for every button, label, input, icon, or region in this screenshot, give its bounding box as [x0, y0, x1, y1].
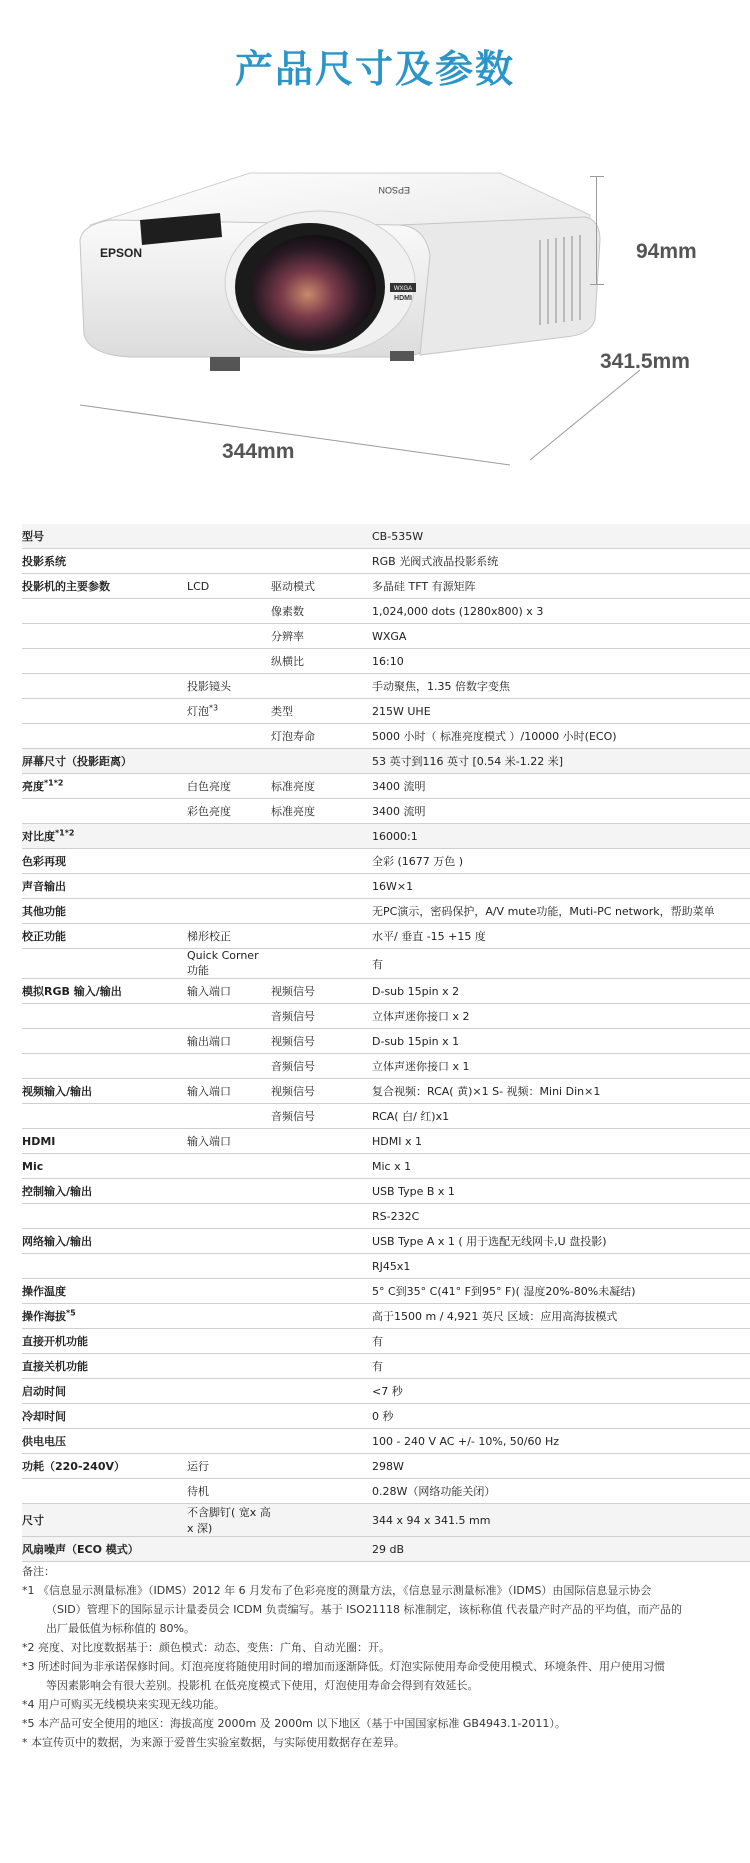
spec-value: Mic x 1 [372, 1154, 750, 1179]
spec-item: 视频信号 [271, 1029, 372, 1054]
spec-value: 0.28W（网络功能关闭） [372, 1479, 750, 1504]
note-4: *4 用户可购买无线模块来实现无线功能。 [22, 1698, 225, 1711]
spec-group [187, 1329, 271, 1354]
spec-value: RCA( 白/ 红)x1 [372, 1104, 750, 1129]
spec-group: 灯泡$^{*3}$ [187, 699, 271, 724]
spec-category: Mic [22, 1154, 187, 1179]
spec-category: 操作温度 [22, 1279, 187, 1304]
spec-group [187, 1104, 271, 1129]
spec-value: 16W×1 [372, 874, 750, 899]
spec-category: 尺寸 [22, 1504, 187, 1537]
spec-category: 对比度$^{*1*2}$ [22, 824, 187, 849]
spec-item [271, 899, 372, 924]
spec-category: 模拟RGB 输入/输出 [22, 979, 187, 1004]
spec-category [22, 1479, 187, 1504]
spec-item [271, 1429, 372, 1454]
spec-row [22, 979, 750, 1004]
spec-row [22, 1404, 750, 1429]
spec-item [271, 949, 372, 979]
spec-value: 手动聚焦，1.35 倍数字变焦 [372, 674, 750, 699]
spec-item [271, 549, 372, 574]
spec-item [271, 1404, 372, 1429]
spec-row [22, 1029, 750, 1054]
spec-item [271, 1479, 372, 1504]
spec-group [187, 1379, 271, 1404]
spec-row [22, 1054, 750, 1079]
spec-row [22, 1279, 750, 1304]
spec-row [22, 1429, 750, 1454]
note-6: * 本宣传页中的数据，为来源于爱普生实验室数据，与实际使用数据存在差异。 [22, 1736, 405, 1749]
spec-category: 网络输入/输出 [22, 1229, 187, 1254]
spec-row [22, 574, 750, 599]
spec-row [22, 1504, 750, 1537]
spec-category: 色彩再现 [22, 849, 187, 874]
spec-value: 高于1500 m / 4,921 英尺 区域：应用高海拔模式 [372, 1304, 750, 1329]
spec-row [22, 1354, 750, 1379]
spec-row [22, 774, 750, 799]
spec-group: 投影镜头 [187, 674, 271, 699]
spec-group: 输入端口 [187, 1129, 271, 1154]
spec-item [271, 1279, 372, 1304]
spec-group [187, 1404, 271, 1429]
spec-value: 立体声迷你接口 x 1 [372, 1054, 750, 1079]
spec-row [22, 1079, 750, 1104]
note-3: *3 所述时间为非承诺保修时间。灯泡亮度将随使用时间的增加而逐渐降低。灯泡实际使用寿命受使用模式、环境条件、用户使用习惯 [22, 1660, 665, 1673]
spec-category: 操作海拔$^{*5}$ [22, 1304, 187, 1329]
spec-table [22, 524, 750, 1562]
spec-value: 53 英寸到116 英寸 [0.54 米-1.22 米] [372, 749, 750, 774]
spec-value: 344 x 94 x 341.5 mm [372, 1504, 750, 1537]
spec-value: HDMI x 1 [372, 1129, 750, 1154]
spec-value: 29 dB [372, 1537, 750, 1562]
spec-category [22, 699, 187, 724]
spec-group [187, 749, 271, 774]
spec-row [22, 924, 750, 949]
spec-item [271, 824, 372, 849]
dimension-height: 94mm [636, 240, 697, 263]
spec-category [22, 799, 187, 824]
spec-row [22, 949, 750, 979]
spec-value: 5° C到35° C(41° F到95° F)( 湿度20%-80%未凝结) [372, 1279, 750, 1304]
spec-item [271, 1379, 372, 1404]
spec-value: 有 [372, 1354, 750, 1379]
spec-item [271, 1229, 372, 1254]
spec-value: RGB 光阀式液晶投影系统 [372, 549, 750, 574]
spec-group [187, 724, 271, 749]
spec-value: 复合视频：RCA( 黄)×1 S- 视频：Mini Din×1 [372, 1079, 750, 1104]
spec-row [22, 749, 750, 774]
spec-item [271, 924, 372, 949]
spec-value: CB-535W [372, 524, 750, 549]
spec-value: 16:10 [372, 649, 750, 674]
spec-item [271, 524, 372, 549]
spec-group [187, 1229, 271, 1254]
spec-row [22, 1204, 750, 1229]
spec-row [22, 1379, 750, 1404]
spec-item [271, 1304, 372, 1329]
spec-item [271, 1129, 372, 1154]
spec-value: 3400 流明 [372, 774, 750, 799]
spec-item: 类型 [271, 699, 372, 724]
spec-item: 视频信号 [271, 979, 372, 1004]
spec-row [22, 1179, 750, 1204]
spec-row [22, 1129, 750, 1154]
spec-category: 直接开机功能 [22, 1329, 187, 1354]
spec-group [187, 1179, 271, 1204]
spec-row [22, 849, 750, 874]
spec-row [22, 599, 750, 624]
spec-category: 视频输入/输出 [22, 1079, 187, 1104]
spec-category: 控制输入/输出 [22, 1179, 187, 1204]
spec-row [22, 1254, 750, 1279]
spec-row [22, 1537, 750, 1562]
spec-group [187, 1204, 271, 1229]
spec-group [187, 524, 271, 549]
spec-row [22, 824, 750, 849]
spec-item: 像素数 [271, 599, 372, 624]
spec-item: 音频信号 [271, 1104, 372, 1129]
note-1: *1 《信息显示测量标准》（IDMS）2012 年 6 月发布了色彩亮度的测量方法，《信息显示测量标准》（IDMS）由国际信息显示协会 [22, 1584, 652, 1597]
spec-value: 215W UHE [372, 699, 750, 724]
spec-item [271, 874, 372, 899]
note-3-cont: 等因素影响会有很大差别。投影机 在低亮度模式下使用，灯泡使用寿命会得到有效延长。 [46, 1679, 479, 1692]
spec-group: 待机 [187, 1479, 271, 1504]
spec-row [22, 1304, 750, 1329]
spec-group [187, 1429, 271, 1454]
spec-category: 屏幕尺寸（投影距离） [22, 749, 187, 774]
spec-row [22, 724, 750, 749]
spec-value: D-sub 15pin x 1 [372, 1029, 750, 1054]
spec-category: 亮度$^{*1*2}$ [22, 774, 187, 799]
spec-group [187, 1154, 271, 1179]
spec-item [271, 1154, 372, 1179]
spec-item: 分辨率 [271, 624, 372, 649]
spec-item [271, 1179, 372, 1204]
spec-row [22, 1454, 750, 1479]
spec-group [187, 649, 271, 674]
spec-group: 运行 [187, 1454, 271, 1479]
spec-item [271, 1354, 372, 1379]
spec-item [271, 849, 372, 874]
spec-item: 灯泡寿命 [271, 724, 372, 749]
spec-category [22, 649, 187, 674]
spec-item [271, 1504, 372, 1537]
spec-item [271, 1204, 372, 1229]
spec-row [22, 1229, 750, 1254]
spec-item [271, 749, 372, 774]
spec-category [22, 1054, 187, 1079]
spec-item [271, 1454, 372, 1479]
spec-category: 型号 [22, 524, 187, 549]
spec-group [187, 549, 271, 574]
spec-row [22, 624, 750, 649]
spec-group [187, 1354, 271, 1379]
spec-item: 驱动模式 [271, 574, 372, 599]
spec-category [22, 1254, 187, 1279]
spec-group [187, 624, 271, 649]
spec-item: 音频信号 [271, 1054, 372, 1079]
spec-group [187, 849, 271, 874]
spec-value: <7 秒 [372, 1379, 750, 1404]
spec-group [187, 599, 271, 624]
spec-category: 声音输出 [22, 874, 187, 899]
spec-category: 供电电压 [22, 1429, 187, 1454]
spec-value: 全彩 (1677 万色 ) [372, 849, 750, 874]
spec-group [187, 1054, 271, 1079]
spec-item: 音频信号 [271, 1004, 372, 1029]
dimension-lines [80, 300, 740, 470]
spec-value: 水平/ 垂直 -15 +15 度 [372, 924, 750, 949]
spec-row [22, 674, 750, 699]
spec-value: 100 - 240 V AC +/- 10%, 50/60 Hz [372, 1429, 750, 1454]
spec-value: 无PC演示，密码保护，A/V mute功能，Muti-PC network，帮助菜单 [372, 899, 750, 924]
spec-category [22, 1104, 187, 1129]
spec-group [187, 1254, 271, 1279]
spec-category: 校正功能 [22, 924, 187, 949]
spec-value: 16000:1 [372, 824, 750, 849]
spec-row [22, 1004, 750, 1029]
note-2: *2 亮度、对比度数据基于：颜色模式：动态、变焦：广角、自动光圈：开。 [22, 1641, 390, 1654]
spec-category: 投影机的主要参数 [22, 574, 187, 599]
spec-group [187, 1279, 271, 1304]
spec-item: 标准亮度 [271, 799, 372, 824]
spec-value: 有 [372, 1329, 750, 1354]
spec-item [271, 1537, 372, 1562]
spec-group: LCD [187, 574, 271, 599]
spec-row [22, 1329, 750, 1354]
notes-heading: 备注： [22, 1565, 55, 1578]
spec-group: 输出端口 [187, 1029, 271, 1054]
spec-value: 1,024,000 dots (1280x800) x 3 [372, 599, 750, 624]
note-1-cont: （SID）管理下的国际显示计量委员会 ICDM 负责编写。基于 ISO21118 标准制定，该标称值 代表量产时产品的平均值，而产品的 [46, 1603, 682, 1616]
spec-value: 3400 流明 [372, 799, 750, 824]
spec-category [22, 624, 187, 649]
spec-category [22, 1029, 187, 1054]
spec-value: 298W [372, 1454, 750, 1479]
dimension-width: 344mm [222, 440, 295, 463]
spec-group: 输入端口 [187, 1079, 271, 1104]
spec-category: 直接关机功能 [22, 1354, 187, 1379]
spec-group: 输入端口 [187, 979, 271, 1004]
spec-row [22, 1154, 750, 1179]
spec-item [271, 1254, 372, 1279]
spec-value: 有 [372, 949, 750, 979]
spec-value: USB Type A x 1 ( 用于选配无线网卡,U 盘投影) [372, 1229, 750, 1254]
spec-row [22, 1479, 750, 1504]
spec-category [22, 1204, 187, 1229]
spec-category: 功耗（220-240V） [22, 1454, 187, 1479]
spec-row [22, 874, 750, 899]
spec-group: 白色亮度 [187, 774, 271, 799]
spec-row [22, 549, 750, 574]
spec-group [187, 899, 271, 924]
spec-category: 投影系统 [22, 549, 187, 574]
spec-value: 0 秒 [372, 1404, 750, 1429]
spec-value: D-sub 15pin x 2 [372, 979, 750, 1004]
spec-category [22, 599, 187, 624]
spec-item: 纵横比 [271, 649, 372, 674]
spec-row [22, 1104, 750, 1129]
spec-row [22, 799, 750, 824]
note-5: *5 本产品可安全使用的地区：海拔高度 2000m 及 2000m 以下地区（基于中国国家标准 GB4943.1-2011）。 [22, 1717, 566, 1730]
spec-item [271, 674, 372, 699]
spec-value: 多晶硅 TFT 有源矩阵 [372, 574, 750, 599]
spec-group [187, 1304, 271, 1329]
spec-category [22, 674, 187, 699]
spec-category [22, 949, 187, 979]
spec-category: 启动时间 [22, 1379, 187, 1404]
spec-value: 立体声迷你接口 x 2 [372, 1004, 750, 1029]
spec-row [22, 699, 750, 724]
spec-value: RJ45x1 [372, 1254, 750, 1279]
badge-hdmi: HDMI [394, 295, 412, 302]
spec-item: 标准亮度 [271, 774, 372, 799]
spec-value: WXGA [372, 624, 750, 649]
spec-row [22, 649, 750, 674]
dimension-depth: 341.5mm [600, 350, 690, 373]
spec-group [187, 1004, 271, 1029]
notes-section [22, 1562, 727, 1752]
spec-category [22, 1004, 187, 1029]
brand-logo-front: EPSON [100, 246, 143, 260]
spec-group: 不含脚钉( 宽x 高x 深) [187, 1504, 271, 1537]
note-1-cont2: 出厂最低值为标称值的 80%。 [46, 1622, 195, 1635]
spec-category: HDMI [22, 1129, 187, 1154]
spec-category [22, 724, 187, 749]
spec-row [22, 899, 750, 924]
spec-value: 5000 小时（ 标准亮度模式 ）/10000 小时(ECO) [372, 724, 750, 749]
spec-group [187, 824, 271, 849]
spec-item [271, 1329, 372, 1354]
spec-value: USB Type B x 1 [372, 1179, 750, 1204]
spec-item: 视频信号 [271, 1079, 372, 1104]
badge-resolution: WXGA [393, 286, 413, 292]
spec-group [187, 1537, 271, 1562]
spec-category: 冷却时间 [22, 1404, 187, 1429]
spec-group: 梯形校正 [187, 924, 271, 949]
spec-value: RS-232C [372, 1204, 750, 1229]
spec-category: 风扇噪声（ECO 模式） [22, 1537, 187, 1562]
spec-group [187, 874, 271, 899]
page-title: 产品尺寸及参数 [234, 47, 515, 91]
spec-category: 其他功能 [22, 899, 187, 924]
spec-group: 彩色亮度 [187, 799, 271, 824]
spec-group: Quick Corner 功能 [187, 949, 271, 979]
spec-row [22, 524, 750, 549]
brand-logo-top: EPSON [378, 185, 410, 195]
